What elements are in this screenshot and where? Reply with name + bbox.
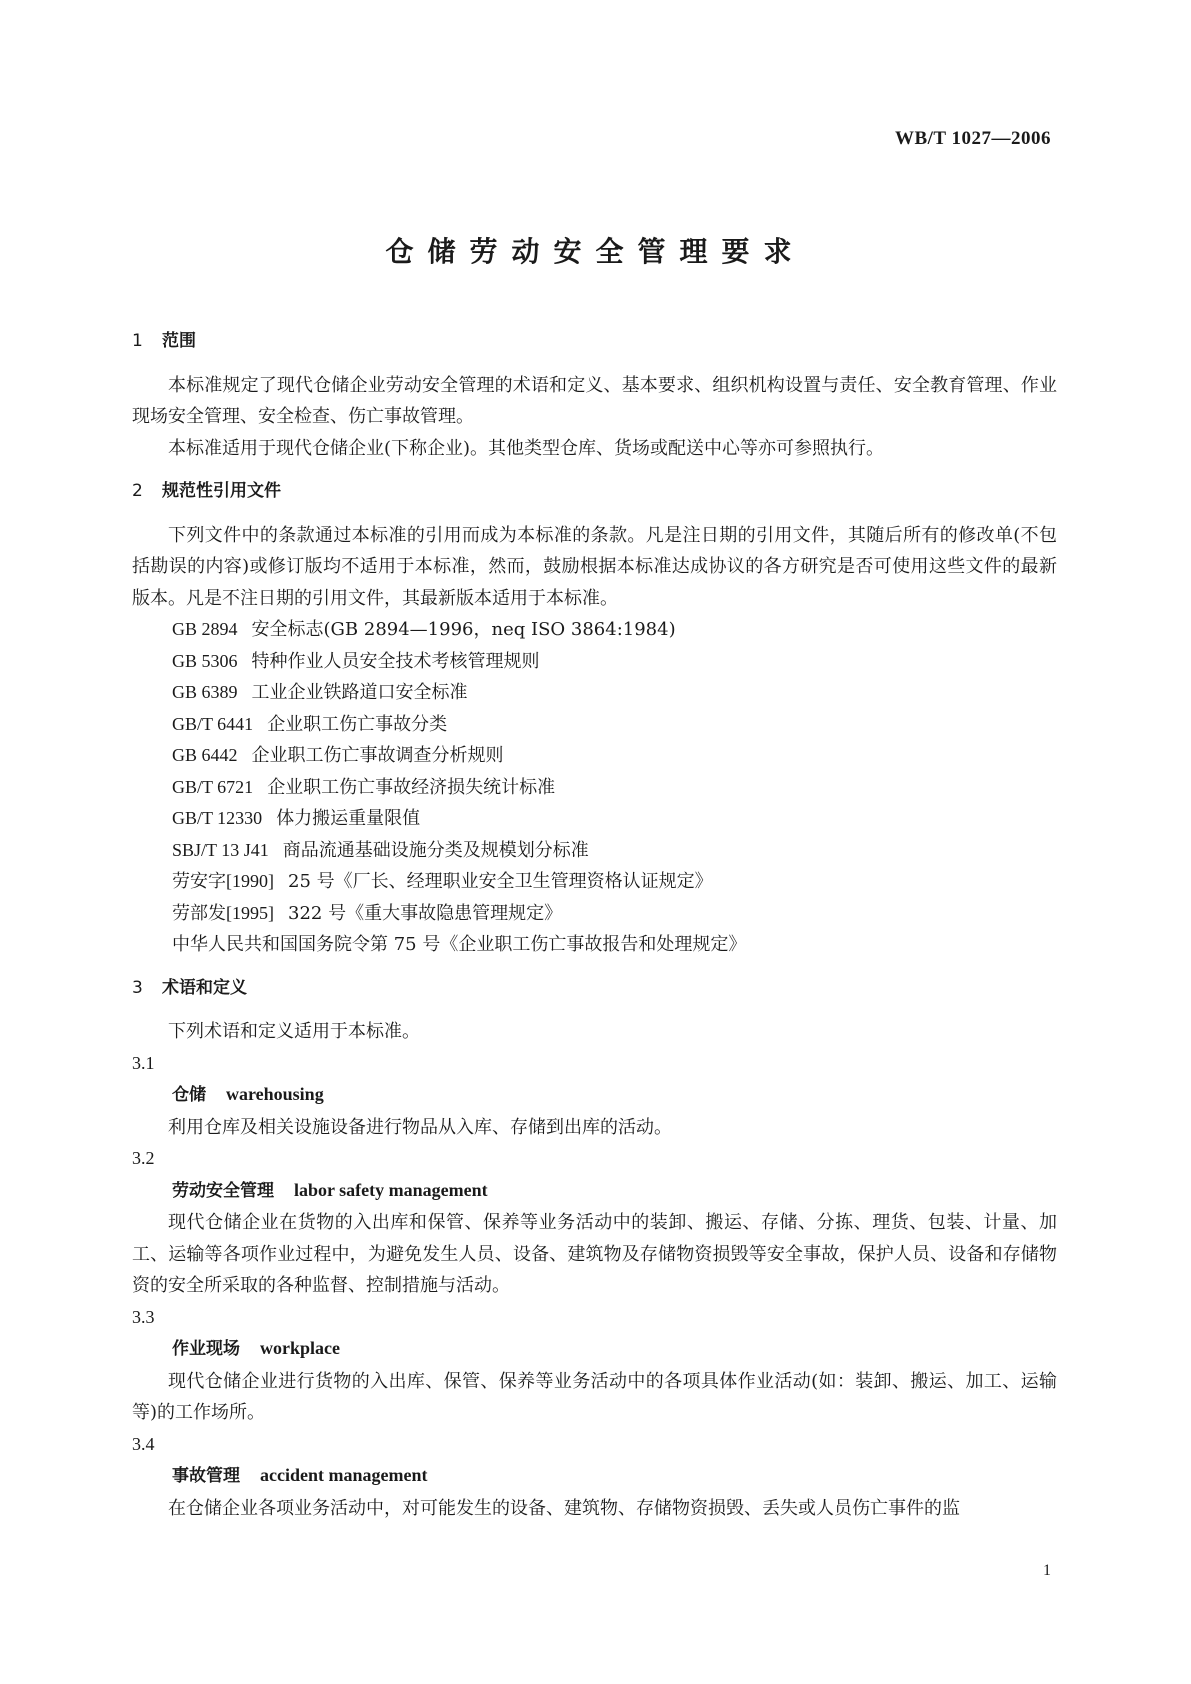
term-en: warehousing	[226, 1084, 324, 1104]
reference-item	[132, 898, 1057, 930]
section-title: 规范性引用文件	[162, 481, 281, 501]
page-number: 1	[1043, 1562, 1051, 1579]
term-number: 3.2	[132, 1148, 155, 1168]
section-number: 3	[132, 977, 143, 998]
paragraph: 本标准适用于现代仓储企业(下称企业)。其他类型仓库、货场或配送中心等亦可参照执行。	[168, 437, 885, 459]
reference-title: 322 号《重大事故隐患管理规定》	[288, 902, 563, 924]
term-number: 3.4	[132, 1433, 155, 1454]
reference-item	[132, 772, 1057, 804]
reference-item	[132, 835, 1057, 867]
section-title: 范围	[162, 331, 196, 351]
reference-item	[132, 866, 1057, 898]
reference-title: 商品流通基础设施分类及规模划分标准	[282, 839, 589, 861]
section-heading	[132, 476, 1057, 508]
reference-code: 劳部发[1995]	[172, 902, 274, 923]
paragraph: 下列文件中的条款通过本标准的引用而成为本标准的条款。凡是注日期的引用文件，其随后所有的修改单(不包括勘误的内容)或修订版均不适用于本标准，然而，鼓励根据本标准达成协议的各方研究是否可使用这些文件的最新版本。凡是不注日期的引用文件，其最新版本适用于本标准。	[132, 524, 1057, 609]
section-number: 2	[132, 481, 143, 501]
term-zh: 劳动安全管理	[172, 1180, 274, 1201]
reference-code: GB/T 6441	[172, 713, 254, 734]
reference-code: SBJ/T 13 J41	[172, 839, 269, 860]
reference-title: 企业职工伤亡事故分类	[267, 713, 448, 735]
term-number: 3.1	[132, 1052, 155, 1073]
section-terms-definitions	[132, 973, 1057, 1525]
reference-code: 劳安字[1990]	[172, 871, 274, 891]
term-definition: 现代仓储企业在货物的入出库和保管、保养等业务活动中的装卸、搬运、存储、分拣、理货、包装、计量、加工、运输等各项作业过程中，为避免发生人员、设备、建筑物及存储物资损毁等安全事故，保护人员、设备和存储物资的安全所采取的各种监督、控制措施与活动。	[132, 1212, 1057, 1296]
standard-code: WB/T 1027—2006	[894, 128, 1051, 149]
term-en: workplace	[260, 1338, 340, 1358]
reference-title: 25 号《厂长、经理职业安全卫生管理资格认证规定》	[288, 871, 713, 892]
reference-item	[132, 929, 1057, 961]
document-body	[132, 326, 1057, 1524]
reference-code: GB 2894	[172, 619, 238, 639]
section-number: 1	[132, 331, 143, 351]
term-definition: 现代仓储企业进行货物的入出库、保管、保养等业务活动中的各项具体作业活动(如：装卸、搬运、加工、运输等)的工作场所。	[132, 1370, 1057, 1423]
section-normative-references	[132, 476, 1057, 961]
section-heading	[132, 326, 1057, 358]
reference-item	[132, 646, 1057, 678]
term-zh: 作业现场	[172, 1339, 240, 1359]
reference-code: GB 5306	[172, 650, 238, 671]
term-en: accident management	[260, 1465, 428, 1485]
reference-title: 安全标志(GB 2894—1996，neq ISO 3864:1984)	[251, 619, 676, 640]
section-title: 术语和定义	[162, 977, 247, 998]
term-definition: 利用仓库及相关设施设备进行物品从入库、存储到出库的活动。	[168, 1116, 672, 1138]
section-scope	[132, 326, 1057, 464]
reference-code: GB/T 12330	[172, 808, 263, 828]
term-name	[132, 1175, 1057, 1208]
reference-list	[132, 614, 1057, 961]
reference-code: GB/T 6721	[172, 776, 254, 797]
reference-item	[132, 803, 1057, 835]
term-en: labor safety management	[294, 1179, 488, 1200]
reference-title: 体力搬运重量限值	[276, 808, 421, 829]
term-entry	[132, 1143, 1057, 1302]
term-entry	[132, 1302, 1057, 1429]
reference-title: 工业企业铁路道口安全标准	[251, 682, 468, 703]
page-title: 仓储劳动安全管理要求	[385, 235, 806, 268]
reference-title: 企业职工伤亡事故经济损失统计标准	[267, 776, 556, 798]
reference-item	[132, 614, 1057, 646]
paragraph: 下列术语和定义适用于本标准。	[168, 1021, 420, 1042]
term-name	[132, 1460, 1057, 1493]
term-entry	[132, 1048, 1057, 1144]
term-name	[132, 1333, 1057, 1366]
term-zh: 仓储	[172, 1085, 206, 1105]
reference-title: 特种作业人员安全技术考核管理规则	[251, 650, 540, 672]
term-definition: 在仓储企业各项业务活动中，对可能发生的设备、建筑物、存储物资损毁、丢失或人员伤亡事件的监	[168, 1497, 960, 1519]
paragraph: 本标准规定了现代仓储企业劳动安全管理的术语和定义、基本要求、组织机构设置与责任、安全教育管理、作业现场安全管理、安全检查、伤亡事故管理。	[132, 374, 1057, 427]
reference-title: 中华人民共和国国务院令第 75 号《企业职工伤亡事故报告和处理规定》	[172, 934, 747, 955]
term-name	[132, 1079, 1057, 1112]
reference-item	[132, 677, 1057, 709]
term-entry	[132, 1429, 1057, 1525]
term-number: 3.3	[132, 1306, 155, 1327]
reference-code: GB 6442	[172, 745, 238, 765]
reference-item	[132, 740, 1057, 772]
reference-code: GB 6389	[172, 682, 238, 702]
reference-title: 企业职工伤亡事故调查分析规则	[251, 745, 504, 766]
term-zh: 事故管理	[172, 1466, 240, 1486]
reference-item	[132, 709, 1057, 741]
section-heading	[132, 973, 1057, 1005]
